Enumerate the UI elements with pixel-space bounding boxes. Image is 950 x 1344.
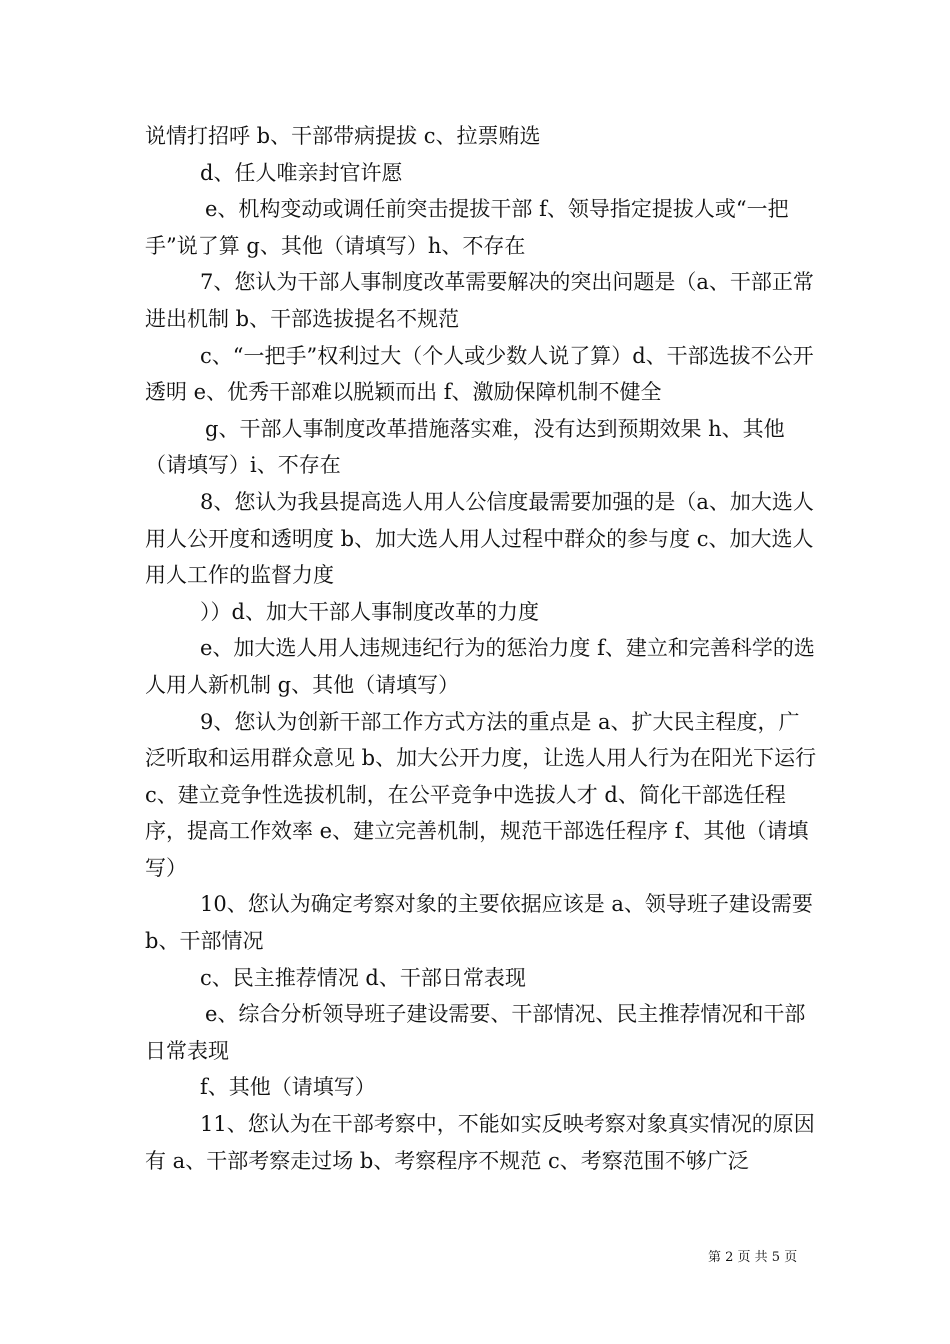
paragraph-question-10: 10、您认为确定考察对象的主要依据应该是 a、领导班子建设需要 b、干部情况: [145, 892, 813, 954]
page-number: 第 2 页 共 5 页: [708, 1250, 798, 1265]
paragraph-option-d: d、任人唯亲封官许愿: [200, 160, 403, 185]
document-body: [145, 118, 817, 1179]
paragraph-continuation: 说情打招呼 b、干部带病提拔 c、拉票贿选: [145, 124, 541, 148]
paragraph-question-11: 11、您认为在干部考察中，不能如实反映考察对象真实情况的原因有 a、干部考察走过场 b、考察程序不规范 c、考察范围不够广泛: [145, 1112, 815, 1173]
paragraph-question-7-options-g: g、干部人事制度改革措施落实难，没有达到预期效果 h、其他（请填写）i、不存在: [145, 416, 785, 478]
paragraph-question-7: 7、您认为干部人事制度改革需要解决的突出问题是（a、干部正常进出机制 b、干部选拔提名不规范: [145, 270, 814, 331]
paragraph-question-7-options-c: c、“一把手”权利过大（个人或少数人说了算）d、干部选拔不公开透明 e、优秀干部难以脱颖而出 f、激励保障机制不健全: [145, 343, 814, 405]
paragraph-question-8: 8、您认为我县提高选人用人公信度最需要加强的是（a、加大选人用人公开度和透明度 b、加大选人用人过程中群众的参与度 c、加大选人用人工作的监督力度: [145, 489, 814, 588]
paragraph-question-9: 9、您认为创新干部工作方式方法的重点是 a、扩大民主程度，广泛听取和运用群众意见 b、加大公开力度，让选人用人行为在阳光下运行 c、建立竞争性选拔机制，在公平竞争中选拔人才 d、简化干部选任程序，提高工作效率 e、建立完善机制，规范干部选任程序 f、其他（请填写）: [145, 709, 817, 880]
paragraph-option-e: e、机构变动或调任前突击提拔干部 f、领导指定提拔人或“一把手”说了算 g、其他（请填写）h、不存在: [145, 197, 789, 258]
paragraph-question-8-option-e: e、加大选人用人违规违纪行为的惩治力度 f、建立和完善科学的选人用人新机制 g、其他（请填写）: [145, 636, 815, 697]
paragraph-question-10-option-f: f、其他（请填写）: [200, 1075, 376, 1100]
paragraph-question-10-option-e: e、综合分析领导班子建设需要、干部情况、民主推荐情况和干部日常表现: [145, 1002, 806, 1063]
paragraph-question-10-option-c: c、民主推荐情况 d、干部日常表现: [200, 965, 526, 990]
paragraph-question-8-option-d: ））d、加大干部人事制度改革的力度: [200, 599, 539, 624]
